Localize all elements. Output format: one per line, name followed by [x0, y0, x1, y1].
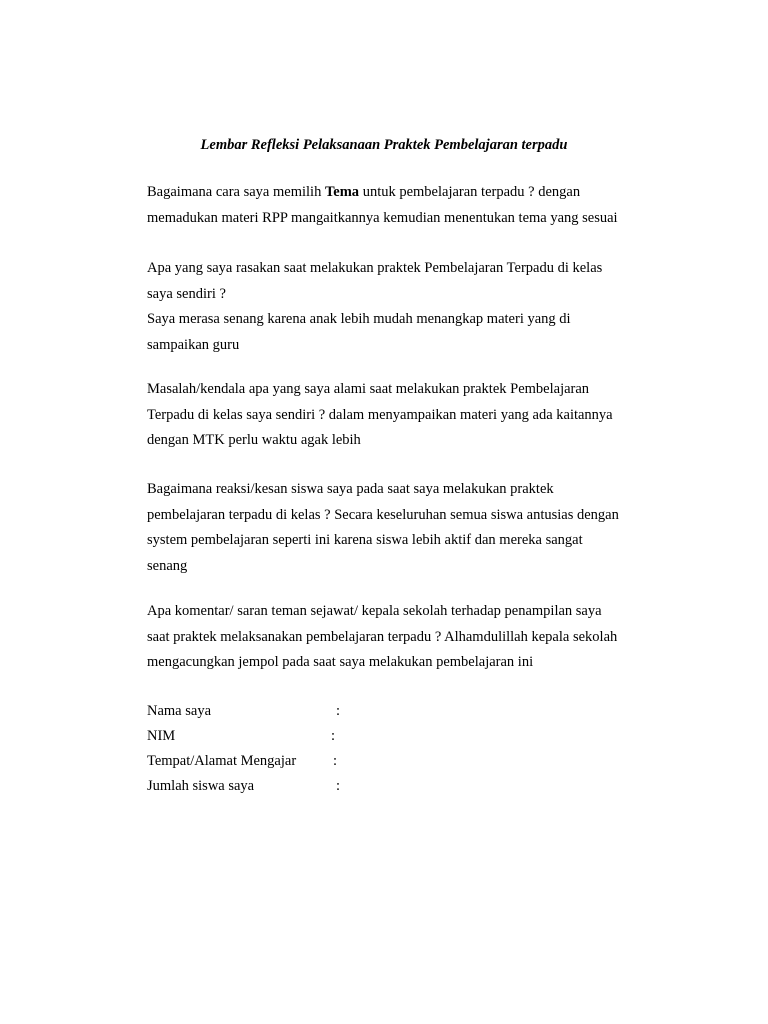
paragraph-line: system pembelajaran seperti ini karena siswa lebih aktif dan mereka sangat: [147, 532, 583, 548]
paragraph-feelings: [147, 256, 687, 358]
paragraph-line: sampaikan guru: [147, 336, 240, 353]
field-colon: :: [336, 703, 341, 719]
paragraph-line: pembelajaran terpadu di kelas ? Secara keseluruhan semua siswa antusias dengan: [147, 506, 619, 523]
field-label: Nama saya: [147, 703, 212, 719]
paragraph-line: Apa yang saya rasakan saat melakukan praktek Pembelajaran Terpadu di kelas: [147, 260, 603, 276]
text-run: Bagaimana cara saya memilih: [147, 184, 325, 200]
paragraph-theme-selection: [147, 180, 687, 231]
field-row-nama: [147, 699, 547, 724]
paragraph-line: senang: [147, 557, 188, 574]
field-row-nim: [147, 724, 547, 749]
field-colon: :: [331, 728, 336, 744]
paragraph-line: saya sendiri ?: [147, 285, 226, 302]
paragraph-line: mengacungkan jempol pada saat saya melakukan pembelajaran ini: [147, 654, 534, 670]
paragraph-line: saat praktek melaksanakan pembelajaran terpadu ? Alhamdulillah kepala sekolah: [147, 628, 618, 645]
field-colon: :: [336, 778, 341, 794]
paragraph-line: Terpadu di kelas saya sendiri ? dalam menyampaikan materi yang ada kaitannya: [147, 406, 613, 423]
identity-fields: [147, 699, 547, 799]
paragraph-problems: [147, 377, 687, 454]
document-title: Lembar Refleksi Pelaksanaan Praktek Pembelajaran terpadu: [200, 137, 568, 153]
field-label: NIM: [147, 728, 176, 744]
field-label: Tempat/Alamat Mengajar: [147, 753, 297, 769]
paragraph-line: dengan MTK perlu waktu agak lebih: [147, 432, 361, 448]
paragraph-line: [147, 180, 687, 206]
paragraph-line: Bagaimana reaksi/kesan siswa saya pada saat saya melakukan praktek: [147, 481, 554, 497]
paragraph-line: Masalah/kendala apa yang saya alami saat melakukan praktek Pembelajaran: [147, 381, 590, 397]
paragraph-peer-comments: [147, 599, 687, 676]
field-colon: :: [333, 753, 338, 769]
paragraph-student-reaction: [147, 477, 687, 579]
text-run: untuk pembelajaran terpadu ? dengan: [359, 184, 581, 200]
paragraph-line: Saya merasa senang karena anak lebih mudah menangkap materi yang di: [147, 311, 571, 327]
field-row-jumlah-siswa: [147, 774, 547, 799]
paragraph-line: memadukan materi RPP mangaitkannya kemudian menentukan tema yang sesuai: [147, 209, 618, 226]
paragraph-line: Apa komentar/ saran teman sejawat/ kepala sekolah terhadap penampilan saya: [147, 603, 602, 619]
bold-text-run: Tema: [324, 184, 360, 200]
field-row-tempat-mengajar: [147, 749, 547, 774]
field-label: Jumlah siswa saya: [147, 778, 255, 794]
